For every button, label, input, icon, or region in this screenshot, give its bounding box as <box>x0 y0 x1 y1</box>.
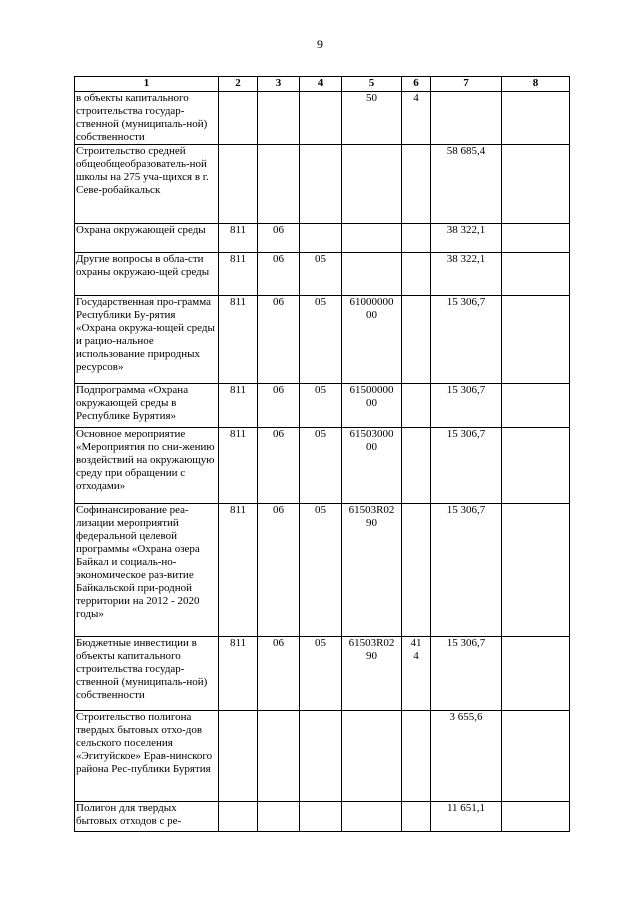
budget-table <box>74 76 570 832</box>
cell-col-3 <box>258 802 300 832</box>
column-header: 7 <box>431 77 502 92</box>
cell-col-8 <box>502 711 570 802</box>
table-row <box>75 428 570 504</box>
table-row <box>75 92 570 145</box>
column-header: 1 <box>75 77 219 92</box>
cell-col-3: 06 <box>258 224 300 253</box>
cell-col-2 <box>219 145 258 224</box>
cell-col-8 <box>502 384 570 428</box>
cell-col-7: 38 322,1 <box>431 253 502 296</box>
cell-col-3: 06 <box>258 504 300 637</box>
cell-col-6 <box>402 253 431 296</box>
cell-col-4: 05 <box>300 253 342 296</box>
column-header: 6 <box>402 77 431 92</box>
cell-col-8 <box>502 428 570 504</box>
table-row <box>75 504 570 637</box>
table-row <box>75 802 570 832</box>
column-header: 2 <box>219 77 258 92</box>
cell-col-3: 06 <box>258 296 300 384</box>
cell-col-4 <box>300 802 342 832</box>
cell-col-8 <box>502 145 570 224</box>
cell-col-7: 58 685,4 <box>431 145 502 224</box>
cell-col-7: 11 651,1 <box>431 802 502 832</box>
cell-col-6 <box>402 224 431 253</box>
cell-col-2 <box>219 711 258 802</box>
table-row <box>75 384 570 428</box>
cell-col-4: 05 <box>300 504 342 637</box>
cell-col-3: 06 <box>258 637 300 711</box>
cell-col-7: 3 655,6 <box>431 711 502 802</box>
cell-col-6 <box>402 384 431 428</box>
cell-col-4: 05 <box>300 384 342 428</box>
table-row <box>75 253 570 296</box>
cell-col-2: 811 <box>219 428 258 504</box>
cell-col-6 <box>402 145 431 224</box>
cell-col-5: 61503R02 90 <box>342 637 402 711</box>
row-description: Строительство полигона твердых бытовых отхо-дов сельского поселения «Эгитуйское» Ерав-нинского района Рес-публики Бурятия <box>75 711 219 802</box>
column-header: 8 <box>502 77 570 92</box>
cell-col-5: 61503R02 90 <box>342 504 402 637</box>
row-description: Полигон для твердых бытовых отходов с ре- <box>75 802 219 832</box>
column-header: 3 <box>258 77 300 92</box>
cell-col-3 <box>258 145 300 224</box>
row-description: Государственная про-грамма Республики Бу-рятия «Охрана окружа-ющей среды и рацио-нальное использование природных ресурсов» <box>75 296 219 384</box>
cell-col-2: 811 <box>219 224 258 253</box>
table-row <box>75 145 570 224</box>
cell-col-5 <box>342 253 402 296</box>
table-row <box>75 296 570 384</box>
page-number: 9 <box>317 37 323 51</box>
cell-col-5: 50 <box>342 92 402 145</box>
cell-col-4 <box>300 145 342 224</box>
row-description: Подпрограмма «Охрана окружающей среды в Республике Бурятия» <box>75 384 219 428</box>
cell-col-8 <box>502 802 570 832</box>
cell-col-5 <box>342 224 402 253</box>
cell-col-3: 06 <box>258 384 300 428</box>
cell-col-5 <box>342 711 402 802</box>
cell-col-2: 811 <box>219 637 258 711</box>
row-description: Другие вопросы в обла-сти охраны окружаю-щей среды <box>75 253 219 296</box>
cell-col-8 <box>502 296 570 384</box>
cell-col-2: 811 <box>219 504 258 637</box>
cell-col-3: 06 <box>258 428 300 504</box>
cell-col-3: 06 <box>258 253 300 296</box>
column-header: 5 <box>342 77 402 92</box>
cell-col-7: 15 306,7 <box>431 504 502 637</box>
cell-col-6 <box>402 711 431 802</box>
cell-col-2 <box>219 802 258 832</box>
table-row <box>75 224 570 253</box>
table-row <box>75 637 570 711</box>
cell-col-5: 61000000 00 <box>342 296 402 384</box>
row-description: в объекты капитального строительства государ-ственной (муниципаль-ной) собственности <box>75 92 219 145</box>
row-description: Строительство средней общеобщеобразователь-ной школы на 275 уча-щихся в г. Севе-робайкальск <box>75 145 219 224</box>
cell-col-2 <box>219 92 258 145</box>
row-description: Софинансирование реа-лизации мероприятий федеральной целевой программы «Охрана озера Байкал и социаль-но-экономическое раз-витие Байкальской при-родной территории на 2012 - 2020 годы» <box>75 504 219 637</box>
column-header: 4 <box>300 77 342 92</box>
row-description: Основное мероприятие «Мероприятия по сни-жению воздействий на окружающую среду при обращении с отходами» <box>75 428 219 504</box>
cell-col-7 <box>431 92 502 145</box>
cell-col-6 <box>402 802 431 832</box>
cell-col-7: 15 306,7 <box>431 637 502 711</box>
cell-col-4 <box>300 711 342 802</box>
cell-col-5: 61503000 00 <box>342 428 402 504</box>
cell-col-6: 41 4 <box>402 637 431 711</box>
row-description: Бюджетные инвестиции в объекты капитального строительства государ-ственной (муниципаль-ной) собственности <box>75 637 219 711</box>
cell-col-7: 15 306,7 <box>431 428 502 504</box>
cell-col-2: 811 <box>219 253 258 296</box>
cell-col-5 <box>342 145 402 224</box>
cell-col-4 <box>300 92 342 145</box>
cell-col-6 <box>402 428 431 504</box>
cell-col-5: 61500000 00 <box>342 384 402 428</box>
cell-col-6 <box>402 296 431 384</box>
cell-col-8 <box>502 637 570 711</box>
cell-col-5 <box>342 802 402 832</box>
cell-col-4: 05 <box>300 296 342 384</box>
row-description: Охрана окружающей среды <box>75 224 219 253</box>
cell-col-6 <box>402 504 431 637</box>
cell-col-2: 811 <box>219 296 258 384</box>
cell-col-4: 05 <box>300 428 342 504</box>
header-row <box>75 77 570 92</box>
cell-col-8 <box>502 92 570 145</box>
cell-col-6: 4 <box>402 92 431 145</box>
cell-col-2: 811 <box>219 384 258 428</box>
cell-col-8 <box>502 253 570 296</box>
cell-col-4: 05 <box>300 637 342 711</box>
cell-col-8 <box>502 224 570 253</box>
cell-col-7: 15 306,7 <box>431 384 502 428</box>
cell-col-3 <box>258 711 300 802</box>
cell-col-4 <box>300 224 342 253</box>
cell-col-7: 15 306,7 <box>431 296 502 384</box>
cell-col-7: 38 322,1 <box>431 224 502 253</box>
cell-col-8 <box>502 504 570 637</box>
cell-col-3 <box>258 92 300 145</box>
table-row <box>75 711 570 802</box>
